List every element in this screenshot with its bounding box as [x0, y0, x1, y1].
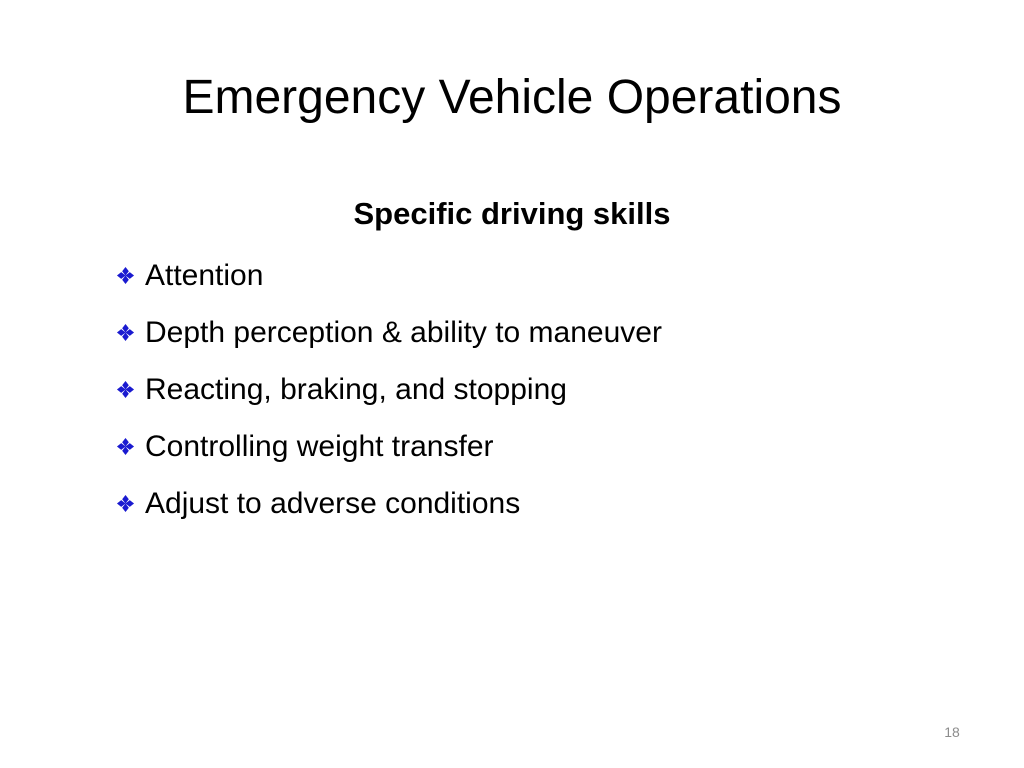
- bullet-text: Reacting, braking, and stopping: [145, 372, 567, 406]
- four-diamond-bullet-icon: [116, 323, 135, 342]
- list-item: [116, 247, 976, 304]
- list-item: [116, 361, 976, 418]
- list-item: [116, 418, 976, 475]
- section-heading: Specific driving skills: [353, 196, 671, 231]
- bullet-text: Controlling weight transfer: [145, 429, 494, 463]
- bullet-text: Depth perception & ability to maneuver: [145, 315, 662, 349]
- bullet-list: [116, 247, 976, 532]
- four-diamond-bullet-icon: [116, 380, 135, 399]
- four-diamond-bullet-icon: [116, 437, 135, 456]
- list-item: [116, 304, 976, 361]
- page-number: 18: [944, 724, 960, 740]
- four-diamond-bullet-icon: [116, 494, 135, 513]
- bullet-text: Attention: [145, 258, 264, 292]
- bullet-text: Adjust to adverse conditions: [145, 486, 521, 520]
- four-diamond-bullet-icon: [116, 266, 135, 285]
- slide-title: Emergency Vehicle Operations: [182, 71, 842, 124]
- list-item: [116, 475, 976, 532]
